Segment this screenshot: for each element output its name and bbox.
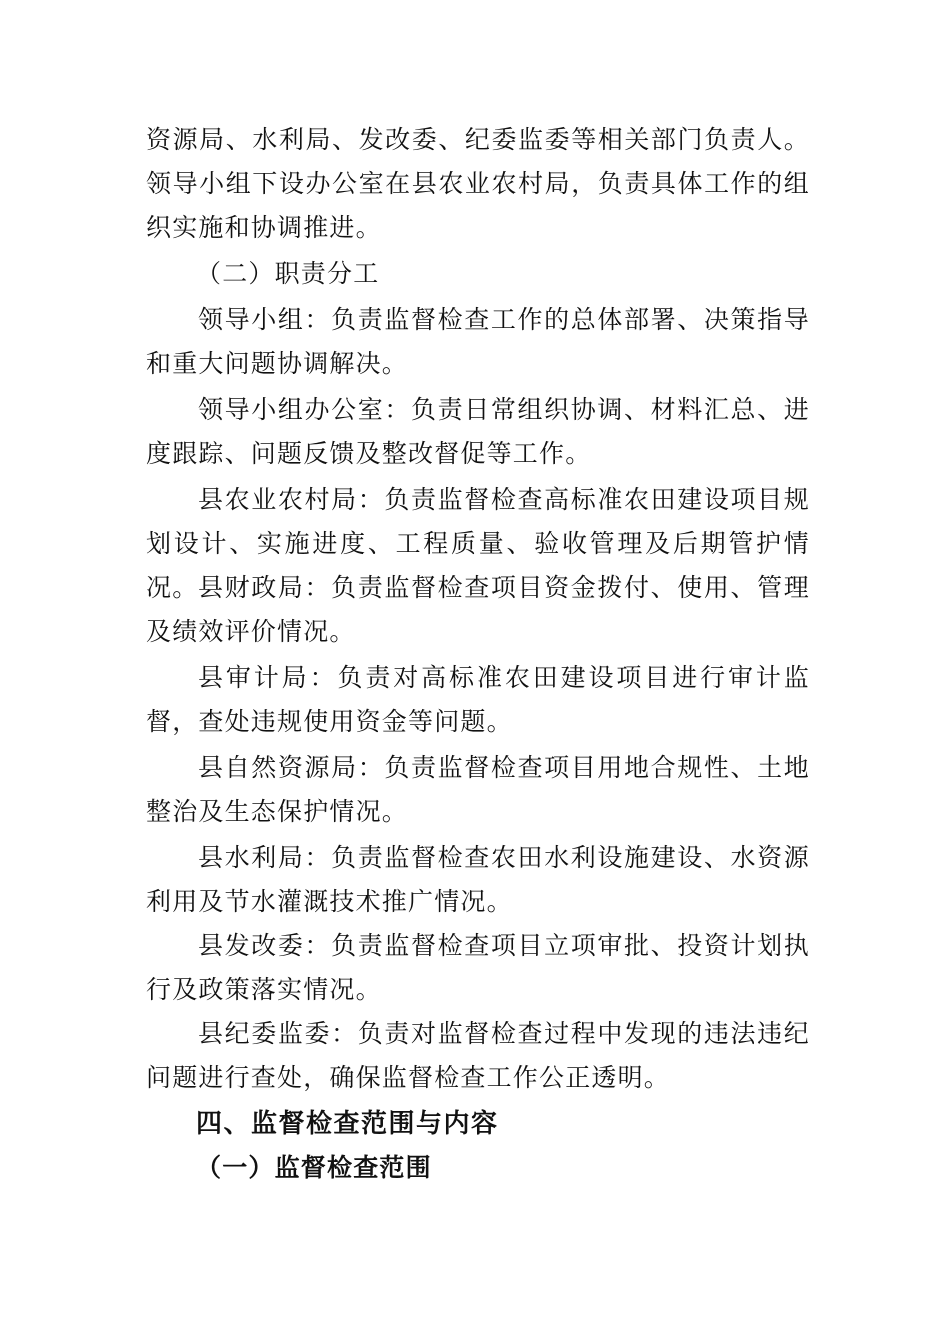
paragraph-water-bureau: 县水利局：负责监督检查农田水利设施建设、水资源利用及节水灌溉技术推广情况。 — [146, 843, 810, 916]
paragraph-agriculture-bureau: 县农业农村局：负责监督检查高标准农田建设项目规划设计、实施进度、工程质量、验收管理及后期管护情况。 — [146, 485, 810, 602]
subheading-responsibilities: （二）职责分工 — [196, 259, 380, 288]
paragraph-continuation: 资源局、水利局、发改委、纪委监委等相关部门负责人。领导小组下设办公室在县农业农村局，负责具体工作的组织实施和协调推进。 — [146, 125, 810, 242]
paragraph-leading-group: 领导小组：负责监督检查工作的总体部署、决策指导和重大问题协调解决。 — [146, 305, 810, 378]
paragraph-finance-bureau: 县财政局：负责监督检查项目资金拨付、使用、管理及绩效评价情况。 — [146, 573, 810, 646]
paragraph-discipline-inspection: 县纪委监委：负责对监督检查过程中发现的违法违纪问题进行查处，确保监督检查工作公正透明。 — [146, 1019, 810, 1092]
subheading-scope: （一）监督检查范围 — [196, 1153, 432, 1182]
paragraph-audit-bureau: 县审计局：负责对高标准农田建设项目进行审计监督，查处违规使用资金等问题。 — [146, 663, 810, 736]
section-heading-scope-content: 四、监督检查范围与内容 — [196, 1109, 499, 1139]
paragraph-leading-group-office: 领导小组办公室：负责日常组织协调、材料汇总、进度跟踪、问题反馈及整改督促等工作。 — [146, 395, 810, 468]
paragraph-development-reform: 县发改委：负责监督检查项目立项审批、投资计划执行及政策落实情况。 — [146, 931, 810, 1004]
paragraph-natural-resources-bureau: 县自然资源局：负责监督检查项目用地合规性、土地整治及生态保护情况。 — [146, 753, 810, 826]
